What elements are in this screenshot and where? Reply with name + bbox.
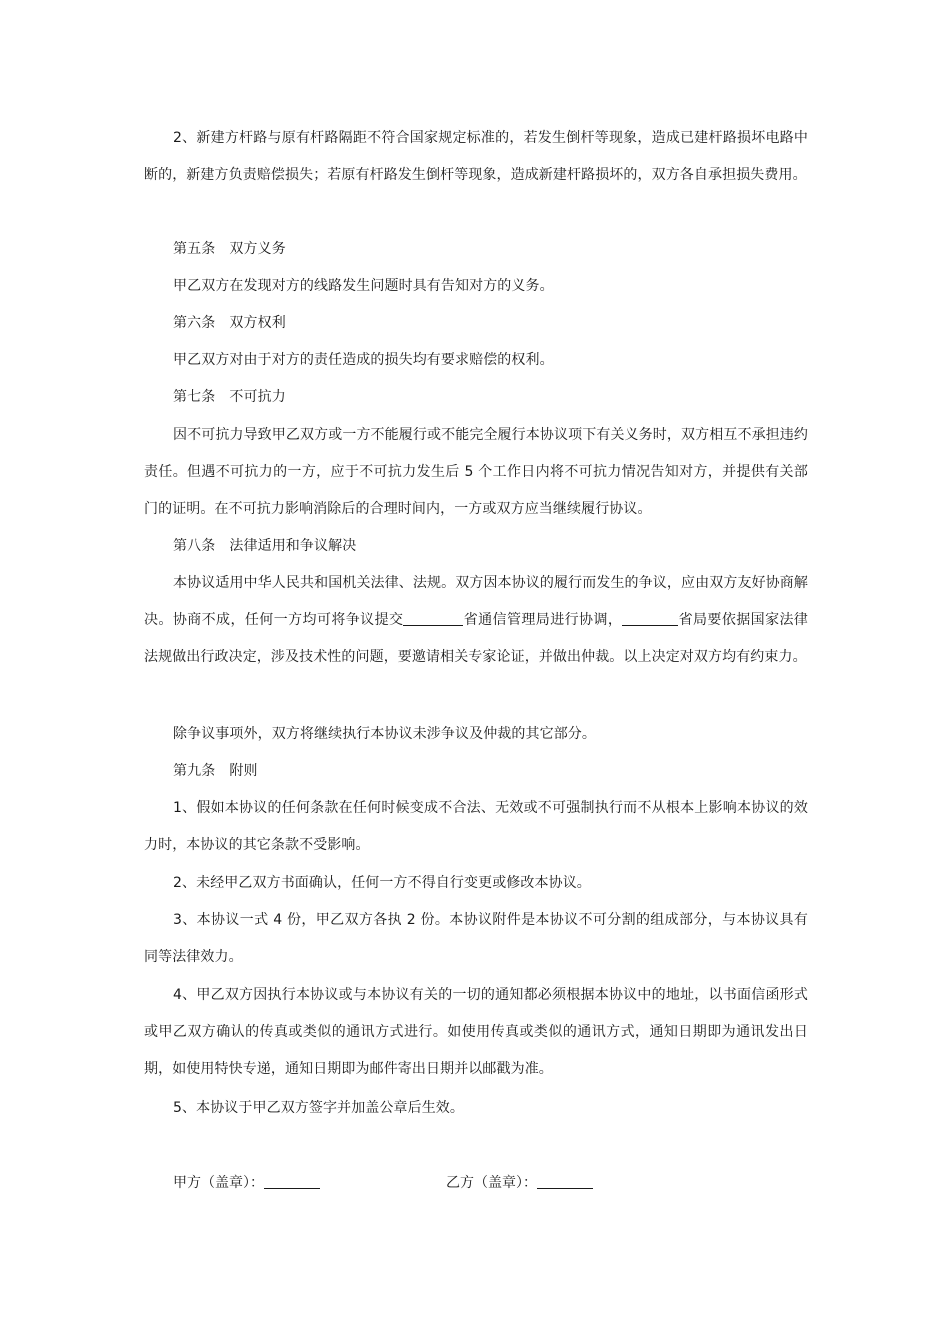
blank-line <box>403 610 463 626</box>
paragraph-article-7: 因不可抗力导致甲乙双方或一方不能履行或不能完全履行本协议项下有关义务时，双方相互不承担违约责任。但遇不可抗力的一方，应于不可抗力发生后 5 个工作日内将不可抗力情况告知对方，并提供有关部门的证明。在不可抗力影响消除后的合理时间内，一方或双方应当继续履行协议。 <box>144 427 808 517</box>
paragraph-article-8 <box>144 565 808 676</box>
signature-party-a-label: 甲方（盖章）： <box>173 1175 264 1191</box>
heading-article-7: 第七条 不可抗力 <box>173 389 286 405</box>
paragraph-article-9-item-5: 5、本协议于甲乙双方签字并加盖公章后生效。 <box>173 1100 465 1116</box>
paragraph-article-9-item-3: 3、本协议一式 4 份，甲乙双方各执 2 份。本协议附件是本协议不可分割的组成部分，与本协议具有同等法律效力。 <box>144 912 808 965</box>
paragraph-article-9-item-4: 4、甲乙双方因执行本协议或与本协议有关的一切的通知都必须根据本协议中的地址，以书面信函形式或甲乙双方确认的传真或类似的通讯方式进行。如使用传真或类似的通讯方式，通知日期即为通讯发出日期，如使用特快专递，通知日期即为邮件寄出日期并以邮戳为准。 <box>144 987 808 1077</box>
heading-article-9: 第九条 附则 <box>173 763 258 779</box>
signature-party-a <box>173 1168 320 1198</box>
heading-article-5: 第五条 双方义务 <box>173 241 286 257</box>
article-8-text-part-2: 省通信管理局进行协调， <box>463 612 623 628</box>
article-8-text-part-1: 本协议适用中华人民共和国机关法律、法规。双方因本协议的履行而发生的争议，应由双方友好协商解决。协商不成，任何一方均可将争议提交 <box>144 575 808 628</box>
signature-party-b <box>446 1168 593 1198</box>
heading-article-6: 第六条 双方权利 <box>173 315 286 331</box>
signature-party-b-label: 乙方（盖章）： <box>446 1175 537 1191</box>
signature-party-a-blank <box>264 1173 320 1189</box>
paragraph-article-5: 甲乙双方在发现对方的线路发生问题时具有告知对方的义务。 <box>173 278 554 294</box>
article-8-text-part-3: 省局要依据国家法律法规做出行政决定，涉及技术性的问题，要邀请相关专家论证，并做出仲裁。以上决定对双方均有约束力。 <box>144 612 808 665</box>
paragraph-article-9-item-1: 1、假如本协议的任何条款在任何时候变成不合法、无效或不可强制执行而不从根本上影响本协议的效力时，本协议的其它条款不受影响。 <box>144 800 808 853</box>
paragraph-article-9-item-2: 2、未经甲乙双方书面确认，任何一方不得自行变更或修改本协议。 <box>173 875 591 891</box>
blank-line <box>622 610 678 626</box>
signature-party-b-blank <box>537 1173 593 1189</box>
paragraph-clause-4-item-2: 2、新建方杆路与原有杆路隔距不符合国家规定标准的，若发生倒杆等现象，造成已建杆路损坏电路中断的，新建方负责赔偿损失；若原有杆路发生倒杆等现象，造成新建杆路损坏的，双方各自承担损失费用。 <box>144 130 808 183</box>
paragraph-article-8-extra: 除争议事项外，双方将继续执行本协议未涉争议及仲裁的其它部分。 <box>173 726 596 742</box>
paragraph-article-6: 甲乙双方对由于对方的责任造成的损失均有要求赔偿的权利。 <box>173 352 554 368</box>
heading-article-8: 第八条 法律适用和争议解决 <box>173 538 357 554</box>
